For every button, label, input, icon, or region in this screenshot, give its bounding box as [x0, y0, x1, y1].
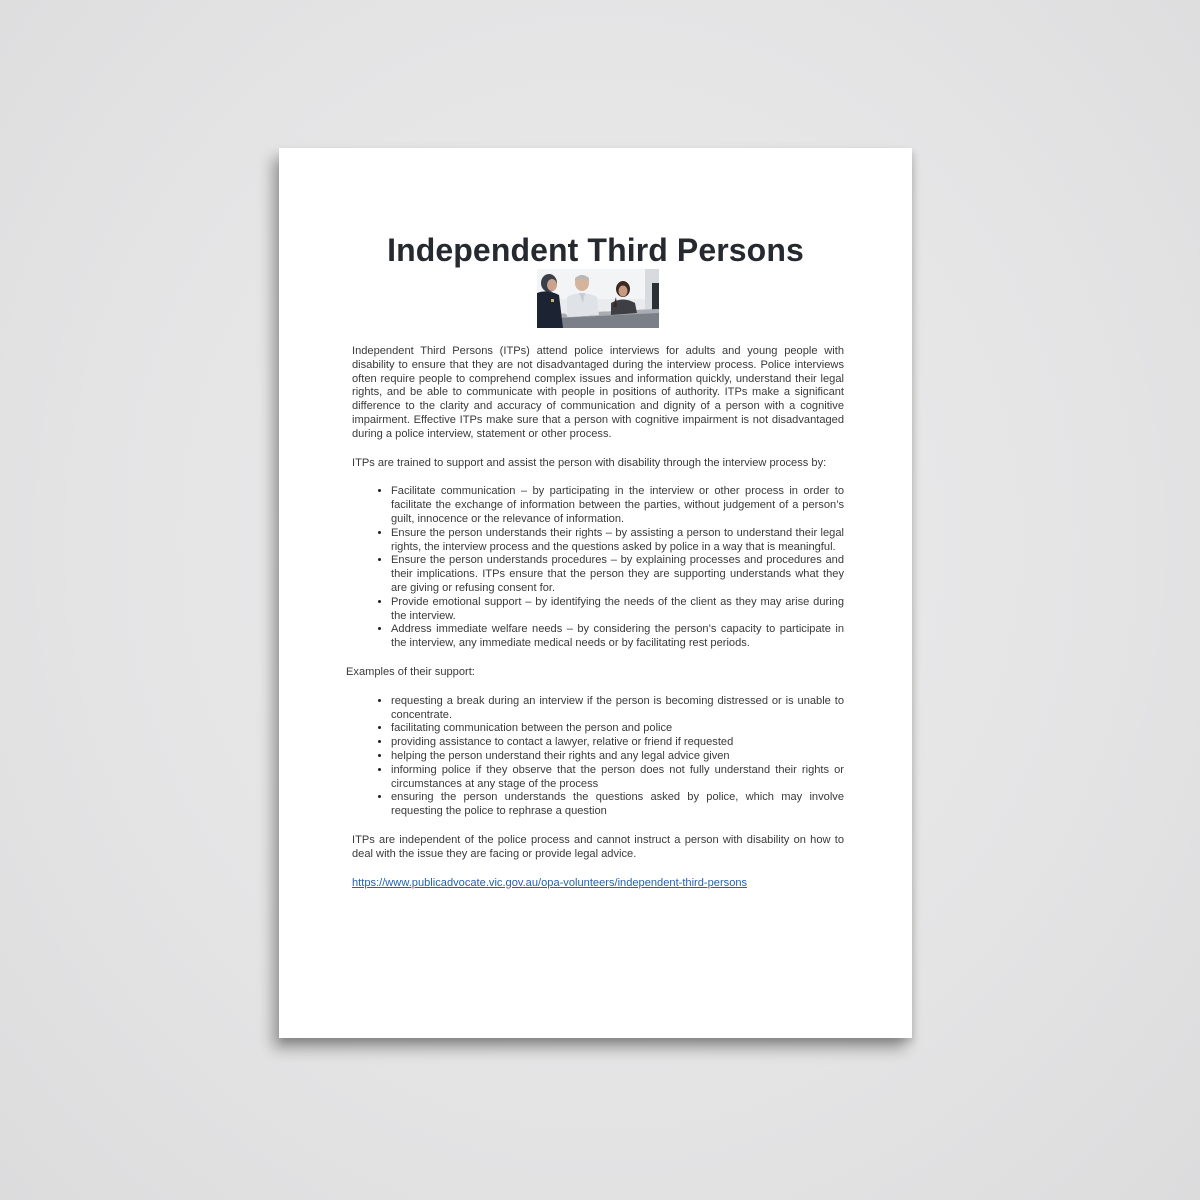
examples-list — [352, 695, 844, 819]
list-item: • requesting a break during an interview if the person is becoming distressed or is unable to concentrate. — [391, 695, 844, 723]
intro-paragraph: Independent Third Persons (ITPs) attend police interviews for adults and young people with disability to ensure that they are not disadvantaged during the interview process. Police interviews often require people to comprehend complex issues and information quickly, understand their legal rights, and be able to communicate with people in positions of authority. ITPs make a significant difference to the clarity and accuracy of communication and dignity of a person with a cognitive impairment. Effective ITPs make sure that a person with cognitive impairment is not disadvantaged during a police interview, statement or other process. — [352, 345, 844, 440]
list-item: • providing assistance to contact a lawyer, relative or friend if requested — [391, 736, 844, 750]
closing-paragraph: ITPs are independent of the police process and cannot instruct a person with disability on how to deal with the issue they are facing or provide legal advice. — [352, 833, 844, 860]
interview-photo — [537, 269, 659, 328]
list-item: • Address immediate welfare needs – by considering the person’s capacity to participate in the interview, any immediate medical needs or by facilitating rest periods. — [391, 623, 844, 651]
list-item: • Ensure the person understands their rights – by assisting a person to understand their legal rights, the interview process and the questions asked by police in a way that is meaningful. — [391, 527, 844, 555]
list-item: • Ensure the person understands procedures – by explaining processes and procedures and their implications. ITPs ensure that the person they are supporting understands what they are giving or refusing consent for. — [391, 554, 844, 595]
list-item: • helping the person understand their rights and any legal advice given — [391, 750, 844, 764]
list-item: • ensuring the person understands the questions asked by police, which may involve requesting the police to rephrase a question — [391, 791, 844, 819]
list-item: • Facilitate communication – by participating in the interview or other process in order to facilitate the exchange of information between the parties, without judgement of a person’s guilt, innocence or the relevance of information. — [391, 485, 844, 526]
trained-paragraph: ITPs are trained to support and assist the person with disability through the interview process by: — [352, 456, 827, 469]
list-item: • informing police if they observe that the person does not fully understand their rights or circumstances at any stage of the process — [391, 764, 844, 792]
list-item: • facilitating communication between the person and police — [391, 722, 844, 736]
roles-list — [352, 485, 844, 651]
list-item: • Provide emotional support – by identifying the needs of the client as they may arise during the interview. — [391, 596, 844, 624]
source-link[interactable]: https://www.publicadvocate.vic.gov.au/opa-volunteers/independent-third-persons — [352, 876, 748, 889]
document-body — [346, 345, 844, 905]
document-page — [279, 148, 912, 1038]
document-title: Independent Third Persons — [387, 232, 804, 268]
examples-heading: Examples of their support: — [346, 665, 475, 678]
